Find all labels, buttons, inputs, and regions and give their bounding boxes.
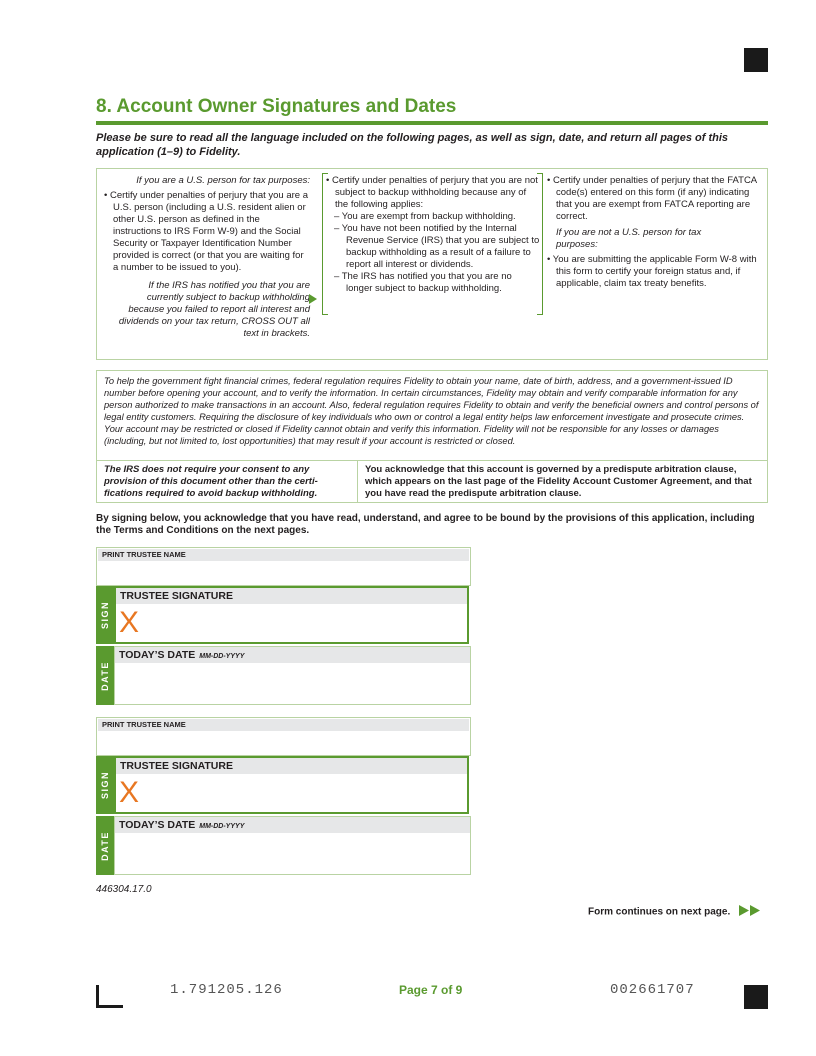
todays-date-header — [115, 817, 470, 833]
arbitration-acknowledgment: You acknowledge that this account is governed by a predispute arbitration clause, which appears on the last page of the Fidelity Account Customer Agreement, and that you have read the predispute arbitration clause. — [365, 464, 752, 499]
backup-exempt: – You are exempt from backup withholding. — [334, 211, 516, 222]
us-person-certification: • Certify under penalties of perjury that you are a U.S. person (including a U.S. resident alien or other U.S. person as defined in the instructions to IRS Form W-9) and the Social Security or Taxpayer Identification Number provided is correct (or that you are waiting for a number to be issued to you). — [104, 190, 308, 273]
date-format-hint: MM-DD-YYYY — [199, 653, 245, 660]
trustee-signature-field[interactable] — [114, 586, 469, 644]
print-trustee-name-field[interactable] — [96, 717, 471, 756]
customer-identification-notice: To help the government fight financial crimes, federal regulation requires Fidelity to obtain your name, date of birth, address, and a government-issued ID number before opening your account, and to verify the information. In certain circumstances, Fidelity may obtain and verify comparable information for any person authorized to make transactions in an account. Also, federal regulation requires Fidelity to obtain and verify the beneficial owners and control persons of legal entity customers. Requiring the disclosure of key individuals who own or control a legal entity helps law enforcement investigate and prosecute crimes. Your account may be restricted or closed if Fidelity cannot obtain and verify this information. Fidelity will not be responsible for any losses or damages (including, but not limited to, lost opportunities) that may result if your account is restricted or closed. — [104, 376, 759, 446]
backup-no-longer-subject: – The IRS has notified you that you are no longer subject to backup withholding. — [334, 271, 512, 294]
todays-date-label: TODAY’S DATE — [119, 649, 196, 661]
irs-consent-note: The IRS does not require your consent to any provision of this document other than the certi-fications required to avoid backup withholding. — [104, 464, 318, 499]
us-person-heading: If you are a U.S. person for tax purposes: — [136, 175, 310, 186]
trustee-signature-label: TRUSTEE SIGNATURE — [116, 758, 467, 774]
form-continues-label: Form continues on next page. — [588, 906, 731, 918]
section-title: 8. Account Owner Signatures and Dates — [96, 96, 457, 117]
divider — [357, 461, 358, 502]
backup-not-notified: – You have not been notified by the Internal Revenue Service (IRS) that you are subject to backup withholding as a result of a failure to report all interest or dividends. — [334, 223, 540, 270]
date-tab-label: DATE — [100, 830, 110, 861]
sign-tab — [96, 756, 114, 814]
date-tab — [96, 816, 114, 875]
trustee-signature-block-1 — [96, 547, 471, 705]
page-number: Page 7 of 9 — [399, 983, 463, 997]
trustee-signature-block-2 — [96, 717, 471, 875]
corner-mark-bottom-left — [96, 985, 123, 1008]
todays-date-field[interactable] — [114, 646, 471, 705]
arrow-right-icon — [309, 294, 317, 304]
print-trustee-name-field[interactable] — [96, 547, 471, 586]
date-tab — [96, 646, 114, 705]
sign-tab-label: SIGN — [100, 770, 110, 800]
registration-mark-top-right — [744, 48, 768, 72]
sign-tab — [96, 586, 114, 644]
w8-certification: • You are submitting the applicable Form W-8 with this form to certify your foreign status and, if applicable, claim tax treaty benefits. — [547, 254, 757, 289]
sign-tab-label: SIGN — [100, 600, 110, 630]
intro-text: Please be sure to read all the language included on the following pages, as well as sign, date, and return all pages of this application (1–9) to Fidelity. — [96, 132, 729, 158]
backup-certification: • Certify under penalties of perjury that you are not subject to backup withholding because any of the following applies: — [326, 175, 538, 210]
trustee-signature-label: TRUSTEE SIGNATURE — [116, 588, 467, 604]
non-us-person-heading: If you are not a U.S. person for tax purposes: — [556, 227, 702, 250]
fatca-certification: • Certify under penalties of perjury that the FATCA code(s) entered on this form (if any) indicating that you are exempt from FATCA reporting are correct. — [547, 175, 757, 222]
certification-column-us-person — [104, 175, 310, 340]
signature-x-mark: X — [119, 606, 140, 639]
footer-right-code: 002661707 — [610, 982, 695, 998]
signing-acknowledgment: By signing below, you acknowledge that you have read, understand, and agree to be bound by the provisions of this application, including the Terms and Conditions on the next pages. — [96, 513, 755, 536]
form-id: 446304.17.0 — [96, 884, 152, 895]
backup-withholding-note: If the IRS has notified you that you are currently subject to backup withholding because you failed to report all interest and dividends on your tax return, CROSS OUT all text in brackets. — [118, 280, 310, 339]
double-arrow-icon-svg — [739, 905, 761, 916]
todays-date-field[interactable] — [114, 816, 471, 875]
bracket-close — [537, 173, 543, 315]
print-trustee-name-label: PRINT TRUSTEE NAME — [98, 719, 469, 731]
footer-left-code: 1.791205.126 — [170, 982, 283, 998]
form-continues-note — [588, 905, 761, 919]
registration-mark-bottom-right — [744, 985, 768, 1009]
certification-column-backup — [326, 175, 540, 295]
todays-date-header — [115, 647, 470, 663]
signature-x-mark: X — [119, 776, 140, 809]
todays-date-label: TODAY’S DATE — [119, 819, 196, 831]
trustee-signature-field[interactable] — [114, 756, 469, 814]
certification-column-fatca — [547, 175, 757, 290]
date-format-hint: MM-DD-YYYY — [199, 823, 245, 830]
date-tab-label: DATE — [100, 660, 110, 691]
double-arrow-icon — [739, 905, 761, 919]
divider — [97, 460, 767, 461]
title-rule — [96, 121, 768, 125]
print-trustee-name-label: PRINT TRUSTEE NAME — [98, 549, 469, 561]
